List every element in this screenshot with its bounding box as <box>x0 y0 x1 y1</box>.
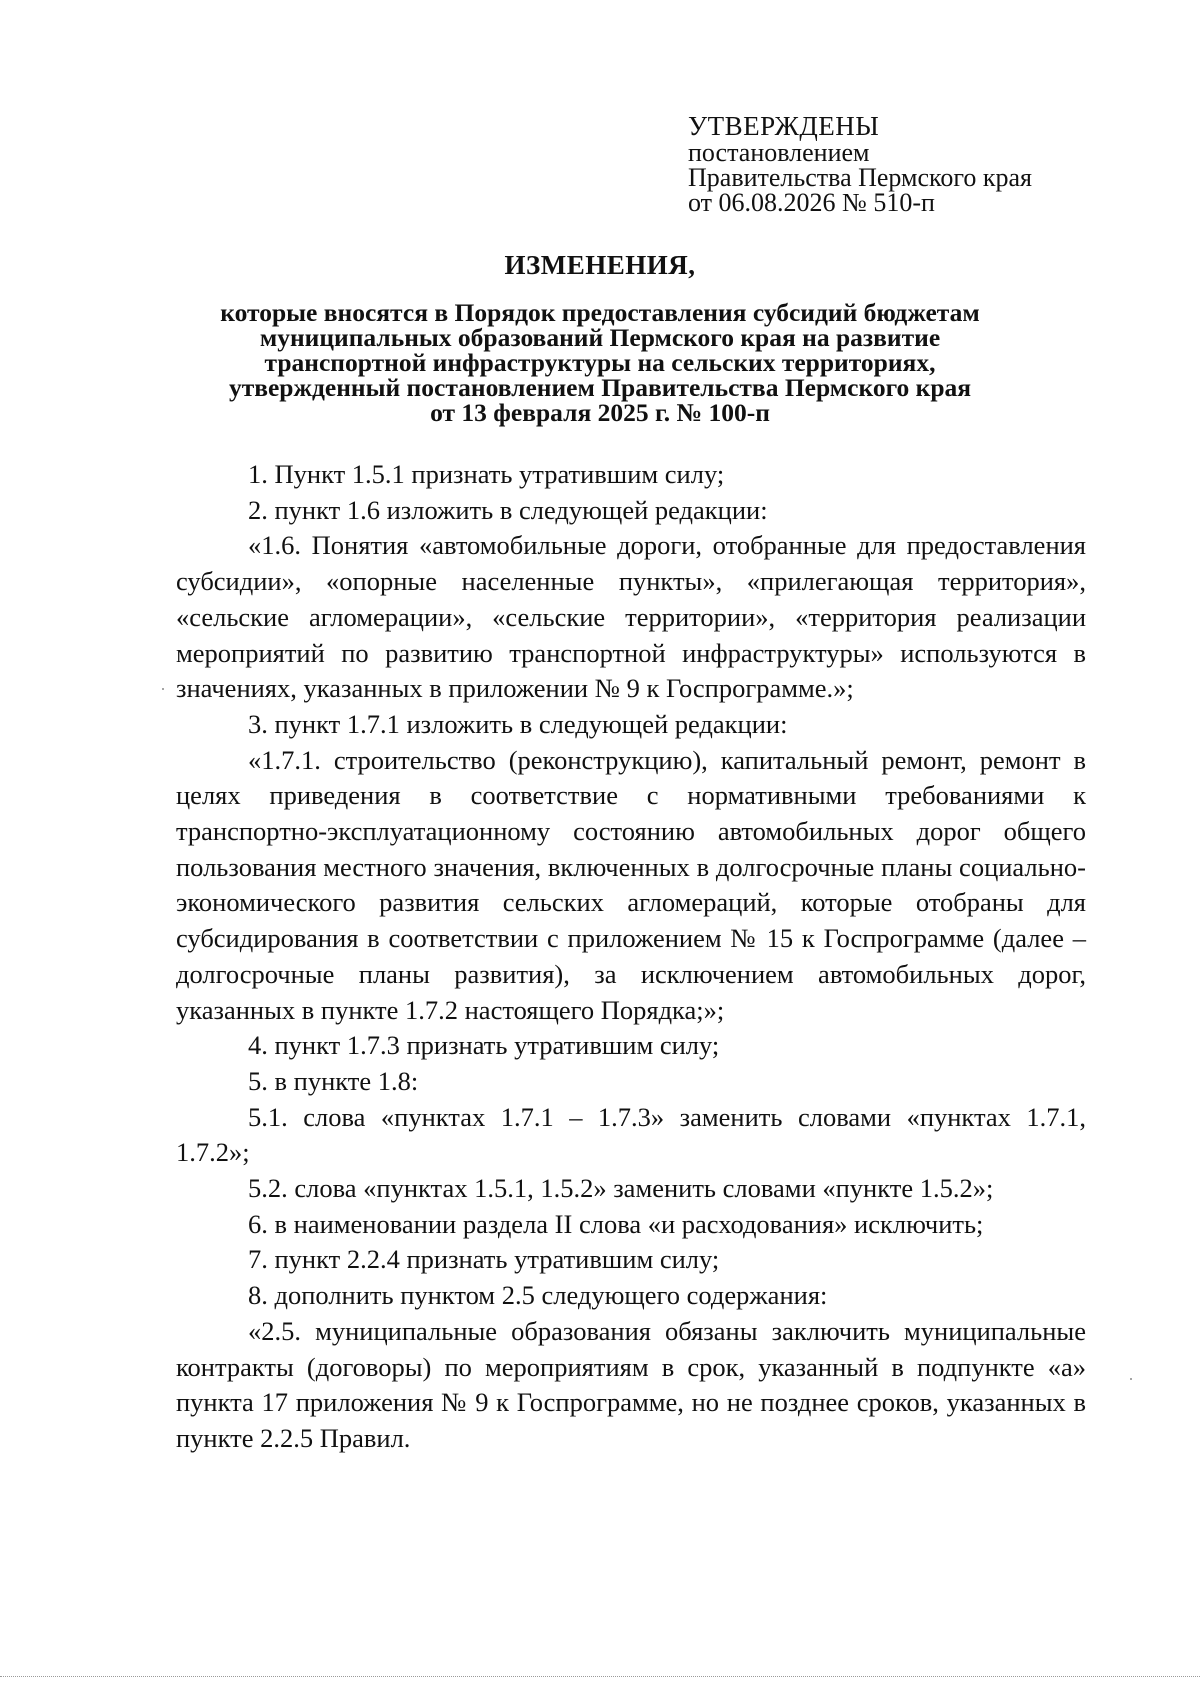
title-subheading-line: от 13 февраля 2025 г. № 100-п <box>430 398 770 427</box>
approval-line: Правительства Пермского края <box>688 163 1032 192</box>
scan-speck <box>1130 1378 1132 1380</box>
scan-edge-line <box>0 1676 1200 1677</box>
title-subheading-line: транспортной инфраструктуры на сельских территориях, <box>264 348 936 377</box>
paragraph: 2. пункт 1.6 изложить в следующей редакции: <box>248 494 768 525</box>
paragraph: 3. пункт 1.7.1 изложить в следующей редакции: <box>248 708 788 739</box>
document-body <box>176 457 1086 1457</box>
paragraph: 5.1. слова «пунктах 1.7.1 – 1.7.3» заменить словами «пунктах 1.7.1, 1.7.2»; <box>176 1101 1086 1168</box>
title-heading: ИЗМЕНЕНИЯ, <box>504 250 696 280</box>
approval-line: постановлением <box>688 138 870 167</box>
paragraph: 8. дополнить пунктом 2.5 следующего содержания: <box>248 1280 828 1311</box>
document-title <box>180 250 1020 425</box>
title-subheading-line: муниципальных образований Пермского края на развитие <box>259 323 941 352</box>
paragraph: 6. в наименовании раздела II слова «и расходования» исключить; <box>248 1208 984 1239</box>
approval-stamp <box>688 112 1148 215</box>
paragraph: 7. пункт 2.2.4 признать утратившим силу; <box>248 1244 720 1275</box>
paragraph: 5.2. слова «пунктах 1.5.1, 1.5.2» заменить словами «пункте 1.5.2»; <box>248 1173 994 1204</box>
paragraph: 4. пункт 1.7.3 признать утратившим силу; <box>248 1030 720 1061</box>
paragraph: 1. Пункт 1.5.1 признать утратившим силу; <box>248 459 725 489</box>
title-subheading-line: которые вносятся в Порядок предоставления субсидий бюджетам <box>220 298 980 327</box>
approval-line: от 06.08.2026 № 510-п <box>688 188 935 217</box>
paragraph: «1.6. Понятия «автомобильные дороги, отобранные для предоставления субсидии», «опорные населенные пункты», «прилегающая территория», «сельские агломерации», «сельские территории», «территория реализации мероприятий по развитию транспортной инфраструктуры» используются в значениях, указанных в приложении № 9 к Госпрограмме.»; <box>176 530 1086 704</box>
scan-speck <box>162 688 164 690</box>
paragraph: «2.5. муниципальные образования обязаны заключить муниципальные контракты (договоры) по мероприятиям в срок, указанный в подпункте «а» пункта 17 приложения № 9 к Госпрограмме, но не позднее сроков, указанных в пункте 2.2.5 Правил. <box>176 1315 1086 1453</box>
approval-heading: УТВЕРЖДЕНЫ <box>688 111 880 141</box>
title-subheading-line: утвержденный постановлением Правительства Пермского края <box>228 373 972 402</box>
paragraph: «1.7.1. строительство (реконструкцию), капитальный ремонт, ремонт в целях приведения в соответствие с нормативными требованиями к транспортно-эксплуатационному состоянию автомобильных дорог общего пользования местного значения, включенных в долгосрочные планы социально-экономического развития сельских агломераций, которые отобраны для субсидирования в соответствии с приложением № 15 к Госпрограмме (далее – долгосрочные планы развития), за исключением автомобильных дорог, указанных в пункте 1.7.2 настоящего Порядка;»; <box>176 744 1086 1025</box>
paragraph: 5. в пункте 1.8: <box>248 1065 419 1096</box>
title-subheading <box>180 300 1020 425</box>
